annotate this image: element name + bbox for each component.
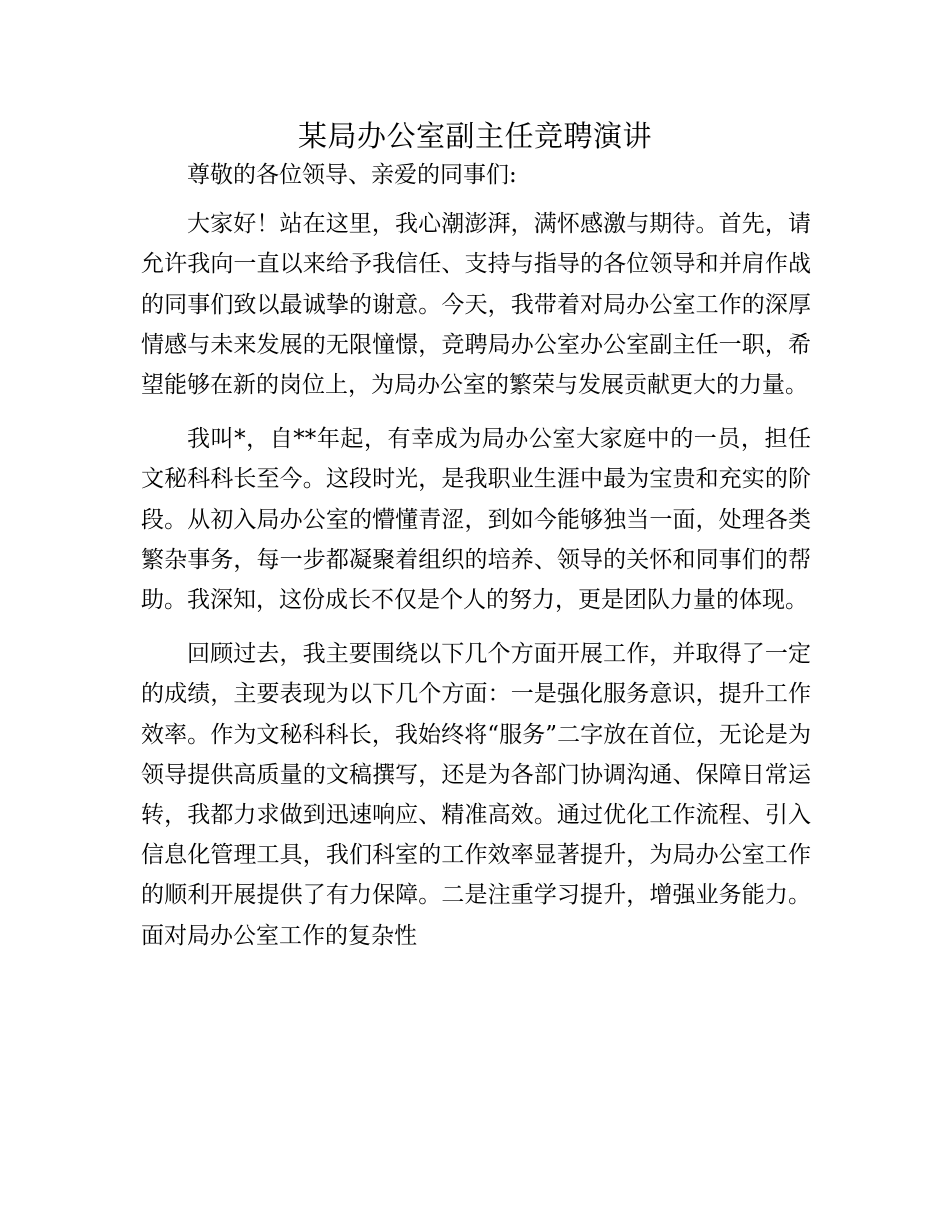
- document-body: [141, 142, 811, 970]
- paragraph-work-review: 回顾过去，我主要围绕以下几个方面开展工作，并取得了一定的成绩，主要表现为以下几个方面：一是强化服务意识，提升工作效率。作为文秘科科长，我始终将“服务”二字放在首位，无论是为领导提供高质量的文稿撰写，还是为各部门协调沟通、保障日常运转，我都力求做到迅速响应、精准高效。通过优化工作流程、引入信息化管理工具，我们科室的工作效率显著提升，为局办公室工作的顺利开展提供了有力保障。二是注重学习提升，增强业务能力。面对局办公室工作的复杂性: [141, 641, 811, 949]
- salutation: 尊敬的各位领导、亲爱的同事们:: [187, 162, 517, 188]
- paragraph-self-introduction: 我叫*，自**年起，有幸成为局办公室大家庭中的一员，担任文秘科科长至今。这段时光，是我职业生涯中最为宝贵和充实的阶段。从初入局办公室的懵懂青涩，到如今能够独当一面，处理各类繁杂事务，每一步都凝聚着组织的培养、领导的关怀和同事们的帮助。我深知，这份成长不仅是个人的努力，更是团队力量的体现。: [141, 426, 811, 614]
- document-title: 某局办公室副主任竞聘演讲: [297, 119, 652, 153]
- paragraph-greeting: 大家好！站在这里，我心潮澎湃，满怀感激与期待。首先，请允许我向一直以来给予我信任、支持与指导的各位领导和并肩作战的同事们致以最诚挚的谢意。今天，我带着对局办公室工作的深厚情感与未来发展的无限憧憬，竞聘局办公室办公室副主任一职，希望能够在新的岗位上，为局办公室的繁荣与发展贡献更大的力量。: [141, 211, 811, 399]
